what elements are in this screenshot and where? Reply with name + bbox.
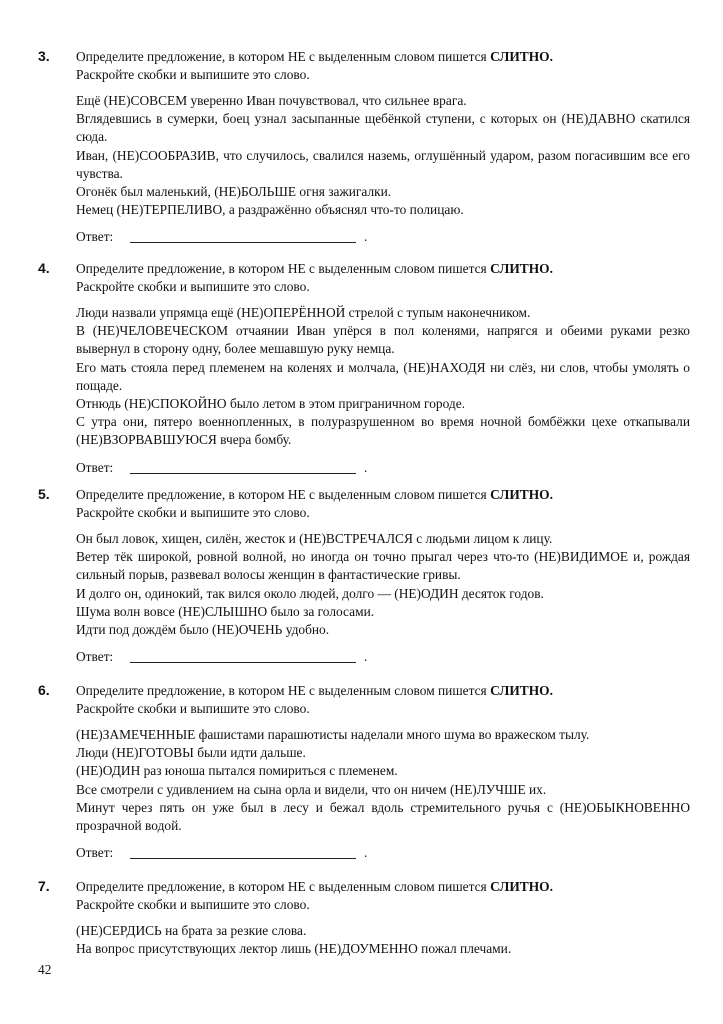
answer-label: Ответ:: [76, 229, 114, 245]
sentence: Люди назвали упрямца ещё (НЕ)ОПЕРЁННОЙ стрелой с тупым наконечником.: [76, 305, 531, 320]
sentence: В (НЕ)ЧЕЛОВЕЧЕСКОМ отчаянии Иван упёрся в пол коленями, напрягся и обеими руками резко вывернул в сторону одну, более мешавшую руку немца.: [76, 323, 690, 357]
answer-field[interactable]: [130, 662, 356, 663]
task-6: [38, 682, 690, 863]
sentence: Люди (НЕ)ГОТОВЫ были идти дальше.: [76, 745, 306, 761]
sentence: Огонёк был маленький, (НЕ)БОЛЬШЕ огня зажигалки.: [76, 184, 392, 200]
sentence: Ветер тёк широкой, ровной волной, но иногда он точно прыгал через что-то (НЕ)ВИДИМОЕ и, рождая сильный порыв, развевал волосы женщин в фантастические гривы.: [76, 549, 690, 583]
task-question: [76, 260, 690, 296]
sentence: (НЕ)ОДИН раз юноша пытался помириться с племенем.: [76, 763, 398, 779]
sentence: С утра они, пятеро военнопленных, в полуразрушенном во время ночной бомбёжки цехе откапывали (НЕ)ВЗОРВАВШУЮСЯ вчера бомбу.: [76, 414, 690, 448]
sentence: Иван, (НЕ)СООБРАЗИВ, что случилось, свалился наземь, оглушённый ударом, разом погасившим все его чувства.: [76, 147, 690, 181]
page-number: 42: [38, 962, 52, 977]
sentence: Шума волн вовсе (НЕ)СЛЫШНО было за голосами.: [76, 603, 375, 619]
task-number: 3.: [38, 48, 50, 64]
sentence: (НЕ)СЕРДИСЬ на брата за резкие слова.: [76, 923, 307, 938]
question-keyword: СЛИТНО.: [490, 49, 553, 64]
task-question: [76, 682, 690, 718]
task-3: [38, 48, 690, 247]
task-question: [76, 48, 690, 84]
question-instruction: Раскройте скобки и выпишите это слово.: [76, 897, 310, 912]
sentence: (НЕ)ЗАМЕЧЕННЫЕ фашистами парашютисты наделали много шума во вражеском тылу.: [76, 727, 590, 742]
question-instruction: Раскройте скобки и выпишите это слово.: [76, 701, 310, 716]
sentence: И долго он, одинокий, так вился около людей, долго — (НЕ)ОДИН десяток годов.: [76, 585, 544, 601]
question-text: Определите предложение, в котором НЕ с выделенным словом пишется: [76, 49, 491, 64]
question-instruction: Раскройте скобки и выпишите это слово.: [76, 67, 310, 82]
task-question: [76, 878, 690, 914]
answer-label: Ответ:: [76, 459, 114, 475]
question-keyword: СЛИТНО.: [490, 683, 553, 698]
task-number: 7.: [38, 878, 50, 894]
answer-row: [76, 229, 690, 247]
task-7: [38, 878, 690, 958]
task-number: 5.: [38, 486, 50, 502]
answer-label: Ответ:: [76, 845, 114, 861]
question-keyword: СЛИТНО.: [490, 487, 553, 502]
answer-label: Ответ:: [76, 649, 114, 665]
task-number: 6.: [38, 682, 50, 698]
task-4: [38, 260, 690, 478]
sentence: Все смотрели с удивлением на сына орла и видели, что он ничем (НЕ)ЛУЧШЕ их.: [76, 781, 547, 797]
sentence: Он был ловок, хищен, силён, жесток и (НЕ)ВСТРЕЧАЛСЯ с людьми лицом к лицу.: [76, 531, 553, 546]
sentence: Его мать стояла перед племенем на коленях и молчала, (НЕ)НАХОДЯ ни слёз, ни слов, чтобы умолять о пощаде.: [76, 359, 690, 393]
answer-field[interactable]: [130, 858, 356, 859]
task-5: [38, 486, 690, 667]
sentence-list: [76, 726, 690, 835]
question-text: Определите предложение, в котором НЕ с выделенным словом пишется: [76, 261, 491, 276]
sentence-list: [76, 530, 690, 639]
question-keyword: СЛИТНО.: [490, 879, 553, 894]
sentence: Минут через пять он уже был в лесу и бежал вдоль стремительного ручья с (НЕ)ОБЫКНОВЕННО прозрачной водой.: [76, 799, 690, 834]
sentence: Немец (НЕ)ТЕРПЕЛИВО, а раздражённо объяснял что-то полицаю.: [76, 202, 464, 218]
answer-end: .: [364, 649, 368, 665]
answer-row: [76, 845, 690, 863]
answer-end: .: [364, 459, 368, 475]
answer-end: .: [364, 229, 368, 245]
sentence: Ещё (НЕ)СОВСЕМ уверенно Иван почувствовал, что сильнее врага.: [76, 93, 467, 108]
answer-row: [76, 460, 690, 478]
sentence-list: [76, 304, 690, 450]
sentence: На вопрос присутствующих лектор лишь (НЕ)ДОУМЕННО пожал плечами.: [76, 941, 512, 957]
sentence-list: [76, 922, 690, 958]
task-number: 4.: [38, 260, 50, 276]
sentence-list: [76, 92, 690, 219]
answer-field[interactable]: [130, 473, 356, 474]
sentence: Идти под дождём было (НЕ)ОЧЕНЬ удобно.: [76, 622, 330, 638]
question-text: Определите предложение, в котором НЕ с выделенным словом пишется: [76, 683, 491, 698]
question-text: Определите предложение, в котором НЕ с выделенным словом пишется: [76, 487, 491, 502]
question-instruction: Раскройте скобки и выпишите это слово.: [76, 279, 310, 294]
sentence: Вглядевшись в сумерки, боец узнал засыпанные щебёнкой ступени, с которых он (НЕ)ДАВНО скатился сюда.: [76, 111, 690, 145]
question-text: Определите предложение, в котором НЕ с выделенным словом пишется: [76, 879, 491, 894]
task-question: [76, 486, 690, 522]
answer-row: [76, 649, 690, 667]
question-keyword: СЛИТНО.: [490, 261, 553, 276]
question-instruction: Раскройте скобки и выпишите это слово.: [76, 505, 310, 520]
answer-end: .: [364, 845, 368, 861]
answer-field[interactable]: [130, 242, 356, 243]
sentence: Отнюдь (НЕ)СПОКОЙНО было летом в этом приграничном городе.: [76, 396, 466, 412]
